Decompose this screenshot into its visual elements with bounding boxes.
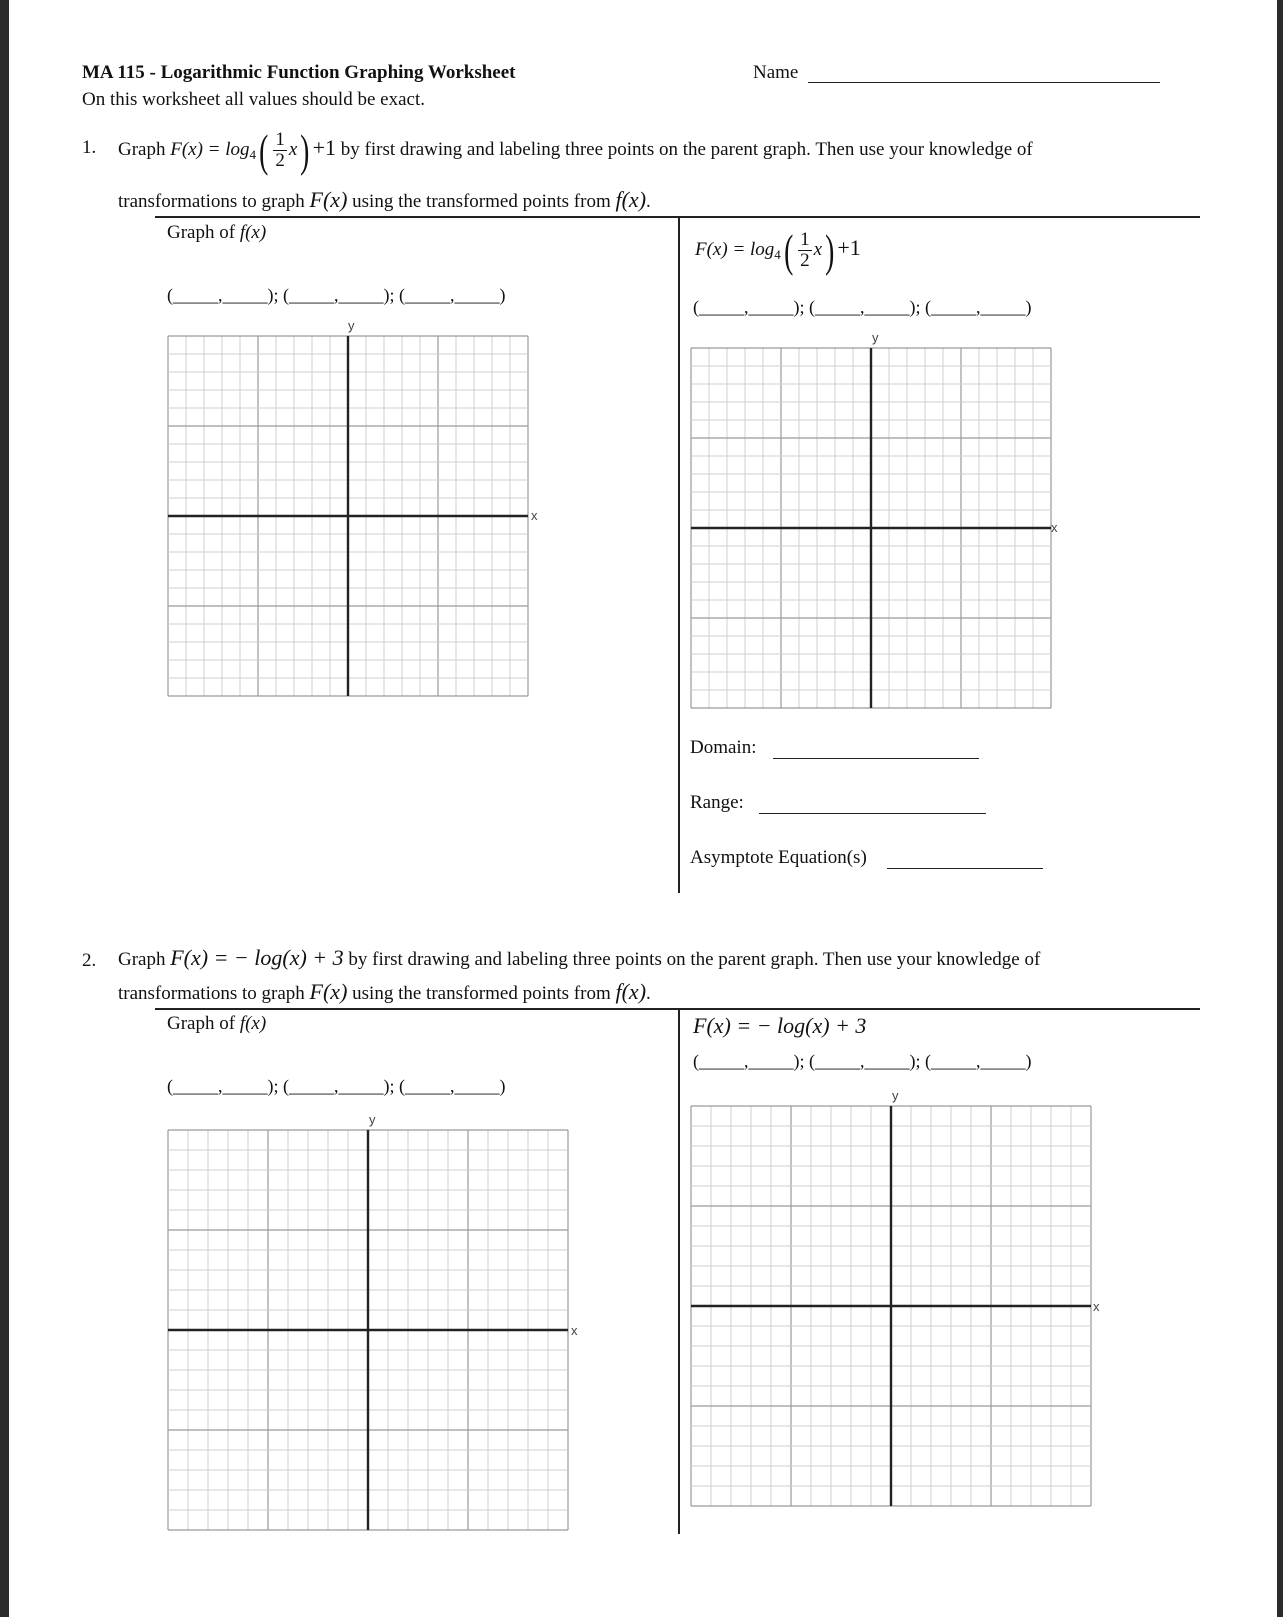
problem1-left-x-label: x: [531, 508, 538, 523]
problem1-number: 1.: [82, 137, 97, 158]
problem1-log-base: 4: [249, 147, 257, 162]
name-field[interactable]: [808, 82, 1160, 83]
problem2-left-title: Graph of f(x): [167, 1013, 267, 1034]
asymptote-label: Asymptote Equation(s): [690, 847, 867, 868]
problem1-left-title: Graph of f(x): [167, 222, 267, 243]
scan-edge-left: [0, 0, 9, 1617]
problem1-parent-graph-grid[interactable]: [167, 335, 529, 697]
section2-divider: [678, 1008, 680, 1534]
problem2-parent-graph-grid[interactable]: [167, 1129, 569, 1531]
problem1-left-y-label: y: [348, 318, 355, 333]
range-answer-field[interactable]: [759, 813, 986, 814]
asymptote-answer-field[interactable]: [887, 868, 1043, 869]
problem1-var: x: [288, 139, 298, 160]
problem2-function: F(x) = − log(x) + 3: [170, 945, 344, 970]
problem1-function-lhs: F(x) = log: [170, 139, 250, 160]
problem1-right-x-label: x: [1051, 520, 1058, 535]
problem2-left-y-label: y: [369, 1112, 376, 1127]
problem2-statement-line1: Graph F(x) = − log(x) + 3 by first drawing and labeling three points on the parent graph. Then use your knowledge of: [118, 945, 1041, 970]
problem1-plus-term: +1: [312, 135, 337, 160]
problem1-line1-rest: by first drawing and labeling three points on the parent graph. Then use your knowledge of: [340, 139, 1033, 160]
problem2-right-title: F(x) = − log(x) + 3: [693, 1013, 867, 1038]
problem2-left-x-label: x: [571, 1323, 578, 1338]
worksheet-title: MA 115 - Logarithmic Function Graphing Worksheet: [82, 62, 516, 83]
name-label: Name: [753, 62, 799, 83]
domain-label: Domain:: [690, 737, 757, 758]
problem1-left-points[interactable]: (_____,_____); (_____,_____); (_____,_____): [167, 285, 506, 305]
problem1-right-y-label: y: [872, 330, 879, 345]
left-paren: (: [259, 124, 269, 176]
problem2-number: 2.: [82, 950, 97, 971]
problem1-fraction: $\frac{1}{2}$: [275, 129, 285, 172]
range-label: Range:: [690, 792, 744, 813]
problem1-right-points[interactable]: (_____,_____); (_____,_____); (_____,_____): [693, 297, 1032, 317]
domain-answer-field[interactable]: [773, 758, 979, 759]
section1-divider: [678, 216, 680, 893]
problem1-right-title: $F(x) = \log_4$( $\frac{1}{2}$ x) +1: [695, 224, 861, 276]
problem1-statement-line1: [118, 124, 1033, 179]
problem2-transformed-graph-grid[interactable]: [690, 1105, 1092, 1507]
problem1-transformed-graph-grid[interactable]: [690, 347, 1052, 709]
problem2-right-y-label: y: [892, 1088, 899, 1103]
problem2-right-points[interactable]: (_____,_____); (_____,_____); (_____,_____): [693, 1051, 1032, 1071]
scan-edge-right: [1277, 0, 1283, 1617]
problem1-graph-word: Graph: [118, 139, 166, 160]
problem2-right-x-label: x: [1093, 1299, 1100, 1314]
worksheet-subtitle: On this worksheet all values should be exact.: [82, 89, 425, 110]
problem1-statement-line2: transformations to graph F(x) using the transformed points from f(x).: [118, 187, 651, 212]
right-paren: ): [300, 124, 310, 176]
problem2-statement-line2: transformations to graph F(x) using the transformed points from f(x).: [118, 979, 651, 1004]
problem2-left-points[interactable]: (_____,_____); (_____,_____); (_____,_____): [167, 1076, 506, 1096]
